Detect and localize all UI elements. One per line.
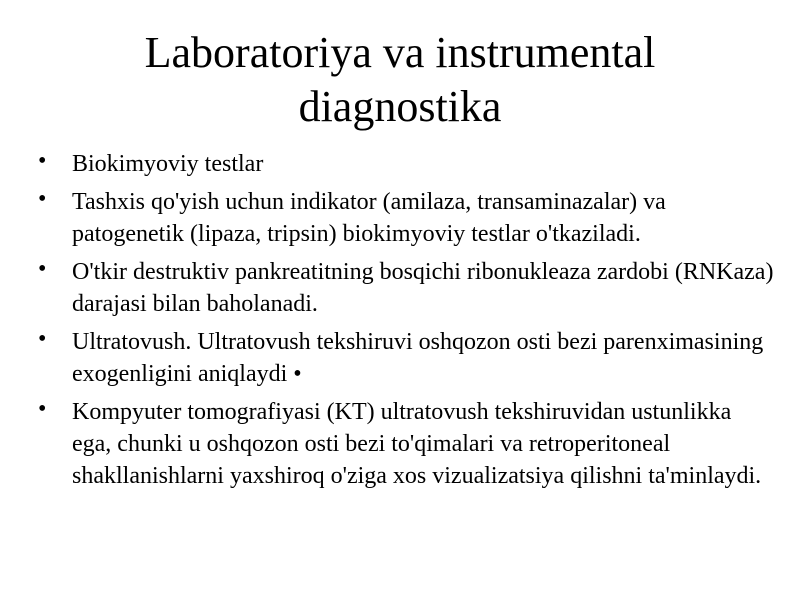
bullet-marker: • <box>38 148 47 174</box>
list-item <box>36 148 776 180</box>
slide-title: Laboratoriya va instrumental diagnostika <box>144 28 656 131</box>
list-item <box>36 326 776 390</box>
bullet-text: Tashxis qo'yish uchun indikator (amilaza, transaminazalar) va patogenetik (lipaza, tripsin) biokimyoviy testlar o'tkaziladi. <box>72 189 666 247</box>
bullet-marker: • <box>38 186 47 212</box>
list-item <box>36 186 776 250</box>
list-item <box>36 396 776 492</box>
bullet-marker: • <box>38 256 47 282</box>
bullet-text: Ultratovush. Ultratovush tekshiruvi oshqozon osti bezi parenximasining exogenligini aniqlaydi • <box>72 329 764 387</box>
bullet-text: Kompyuter tomografiyasi (KT) ultratovush tekshiruvidan ustunlikka ega, chunki u oshqozon osti bezi to'qimalari va retroperitoneal shakllanishlarni yaxshiroq o'ziga xos vizualizatsiya qilishni ta'minlaydi. <box>72 399 762 489</box>
bullet-marker: • <box>38 326 47 352</box>
list-item <box>36 256 776 320</box>
bullet-text: Biokimyoviy testlar <box>72 151 264 177</box>
bullet-marker: • <box>38 396 47 422</box>
bullet-list <box>36 148 776 498</box>
bullet-text: O'tkir destruktiv pankreatitning bosqichi ribonukleaza zardobi (RNKaza) darajasi bilan baholanadi. <box>72 259 774 317</box>
